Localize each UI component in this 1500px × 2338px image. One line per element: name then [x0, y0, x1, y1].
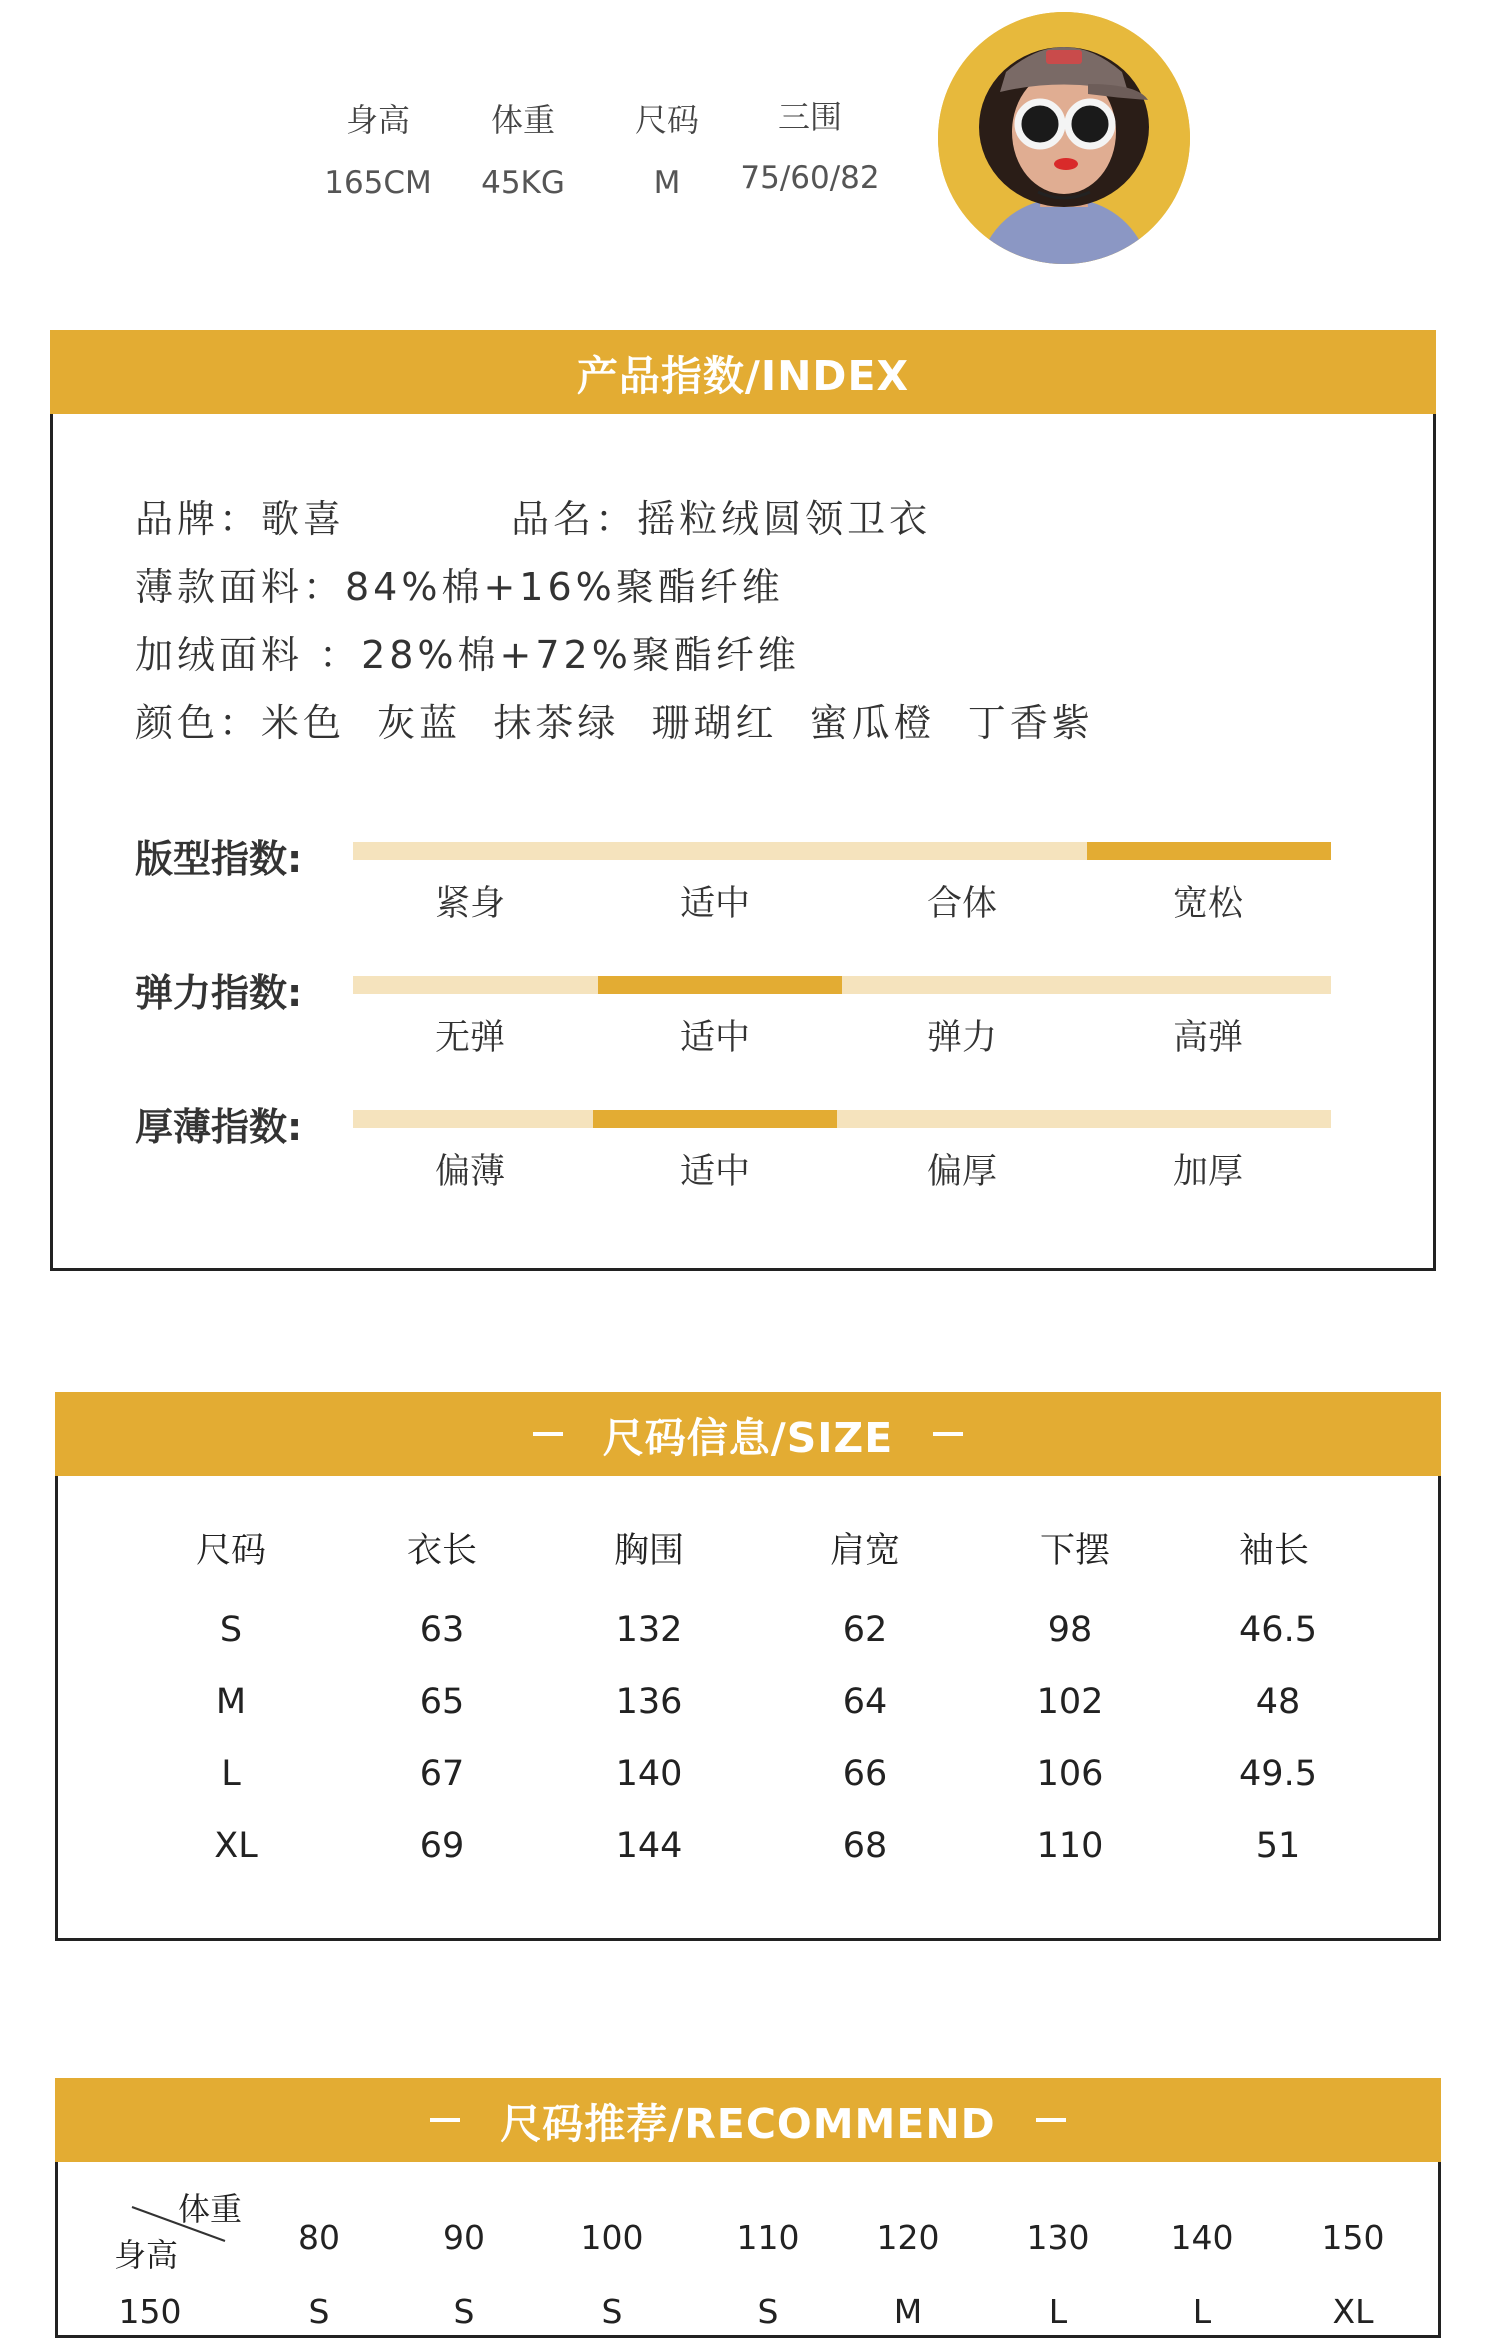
recommend-cell: XL — [1332, 2292, 1374, 2331]
model-avatar — [938, 12, 1190, 264]
dash-left-icon — [533, 1432, 563, 1436]
size-cell: 140 — [615, 1754, 683, 1794]
weight-cell: 130 — [1026, 2218, 1090, 2257]
stat-value-measurements: 75/60/82 — [740, 160, 880, 196]
weight-cell: 100 — [580, 2218, 644, 2257]
stat-label-weight: 体重 — [490, 101, 555, 139]
size-cell: 98 — [1047, 1610, 1093, 1650]
size-cell: S — [219, 1610, 243, 1650]
recommend-title: 尺码推荐/RECOMMEND — [500, 2099, 996, 2148]
scale-fit-option: 紧身 — [434, 884, 505, 924]
size-cell: L — [221, 1754, 241, 1794]
model-portrait-icon — [938, 12, 1190, 264]
size-cell: M — [215, 1682, 247, 1722]
scale-stretch-option: 高弹 — [1172, 1018, 1243, 1058]
scale-fit-option: 宽松 — [1172, 884, 1243, 924]
scale-stretch-option: 适中 — [679, 1018, 750, 1058]
fabric-fleece-text: 加绒面料 ：28%棉+72%聚酯纤维 — [135, 633, 800, 677]
size-cell: 69 — [419, 1826, 465, 1866]
weight-cell: 120 — [876, 2218, 940, 2257]
stat-label-height: 身高 — [345, 101, 410, 139]
scale-fit-label: 版型指数: — [135, 837, 303, 881]
corner-height-label: 身高 — [114, 2236, 179, 2274]
weight-cell: 140 — [1170, 2218, 1234, 2257]
size-header-cell: 尺码 — [195, 1531, 266, 1571]
colors-text: 颜色：米色 灰蓝 抹茶绿 珊瑚红 蜜瓜橙 丁香紫 — [135, 701, 1094, 745]
dash-right-icon — [1036, 2118, 1066, 2122]
recommend-cell: L — [1192, 2292, 1212, 2331]
scale-fit-option: 合体 — [926, 884, 997, 924]
size-cell: 64 — [842, 1682, 888, 1722]
size-header — [55, 1392, 1441, 1476]
recommend-header — [55, 2078, 1441, 2162]
scale-stretch-label: 弹力指数: — [135, 971, 303, 1015]
dash-left-icon — [430, 2118, 460, 2122]
recommend-cell: S — [601, 2292, 623, 2331]
scale-stretch-fill — [598, 976, 843, 994]
scale-thickness-label: 厚薄指数: — [135, 1105, 303, 1149]
size-cell: 63 — [419, 1610, 465, 1650]
scale-thickness-option: 偏厚 — [926, 1152, 997, 1192]
recommend-cell: L — [1048, 2292, 1068, 2331]
scale-thickness-option: 适中 — [679, 1152, 750, 1192]
size-header-cell: 衣长 — [406, 1531, 477, 1571]
size-cell: 49.5 — [1239, 1754, 1317, 1794]
scale-stretch-option: 无弹 — [434, 1018, 505, 1058]
size-cell: 46.5 — [1239, 1610, 1317, 1650]
stat-value-size: M — [653, 165, 681, 201]
scale-fit-track — [353, 842, 1331, 860]
stat-value-weight: 45KG — [481, 165, 565, 201]
recommend-cell: S — [308, 2292, 330, 2331]
scale-fit-option: 适中 — [679, 884, 750, 924]
weight-cell: 150 — [1321, 2218, 1385, 2257]
stat-label-size: 尺码 — [634, 101, 699, 139]
size-cell: 136 — [615, 1682, 683, 1722]
height-cell: 150 — [118, 2292, 182, 2331]
scale-stretch-option: 弹力 — [926, 1018, 997, 1058]
size-cell: 62 — [842, 1610, 888, 1650]
size-cell: XL — [214, 1826, 258, 1866]
product-name-text: 品名：摇粒绒圆领卫衣 — [511, 497, 932, 541]
size-cell: 51 — [1255, 1826, 1301, 1866]
size-header-cell: 袖长 — [1238, 1531, 1309, 1571]
dash-right-icon — [933, 1432, 963, 1436]
stat-label-measurements: 三围 — [777, 98, 842, 136]
size-cell: 48 — [1255, 1682, 1301, 1722]
size-cell: 102 — [1036, 1682, 1104, 1722]
corner-weight-label: 体重 — [178, 2190, 243, 2228]
scale-thickness-option: 偏薄 — [434, 1152, 505, 1192]
size-cell: 106 — [1036, 1754, 1104, 1794]
scale-stretch-track — [353, 976, 1331, 994]
weight-cell: 90 — [443, 2218, 485, 2257]
recommend-cell: M — [893, 2292, 923, 2331]
size-cell: 65 — [419, 1682, 465, 1722]
size-header-cell: 肩宽 — [829, 1531, 900, 1571]
size-cell: 66 — [842, 1754, 888, 1794]
size-cell: 68 — [842, 1826, 888, 1866]
size-cell: 67 — [419, 1754, 465, 1794]
brand-text: 品牌：歌喜 — [135, 497, 346, 541]
size-cell: 144 — [615, 1826, 683, 1866]
stat-value-height: 165CM — [324, 165, 432, 201]
scale-thickness-fill — [593, 1110, 838, 1128]
scale-thickness-track — [353, 1110, 1331, 1128]
info-brand-product — [135, 488, 931, 543]
size-header-cell: 下摆 — [1039, 1531, 1110, 1571]
fabric-thin-text: 薄款面料：84%棉+16%聚酯纤维 — [135, 565, 784, 609]
weight-cell: 110 — [736, 2218, 800, 2257]
size-cell: 110 — [1036, 1826, 1104, 1866]
scale-thickness-option: 加厚 — [1172, 1152, 1243, 1192]
size-header-cell: 胸围 — [613, 1531, 684, 1571]
index-title: 产品指数/INDEX — [576, 351, 910, 400]
index-header — [50, 330, 1436, 414]
weight-cell: 80 — [298, 2218, 340, 2257]
corner-divider-icon — [130, 2205, 230, 2245]
scale-fit-fill — [1087, 842, 1332, 860]
size-title: 尺码信息/SIZE — [602, 1413, 894, 1462]
recommend-cell: S — [757, 2292, 779, 2331]
size-cell: 132 — [615, 1610, 683, 1650]
recommend-cell: S — [453, 2292, 475, 2331]
